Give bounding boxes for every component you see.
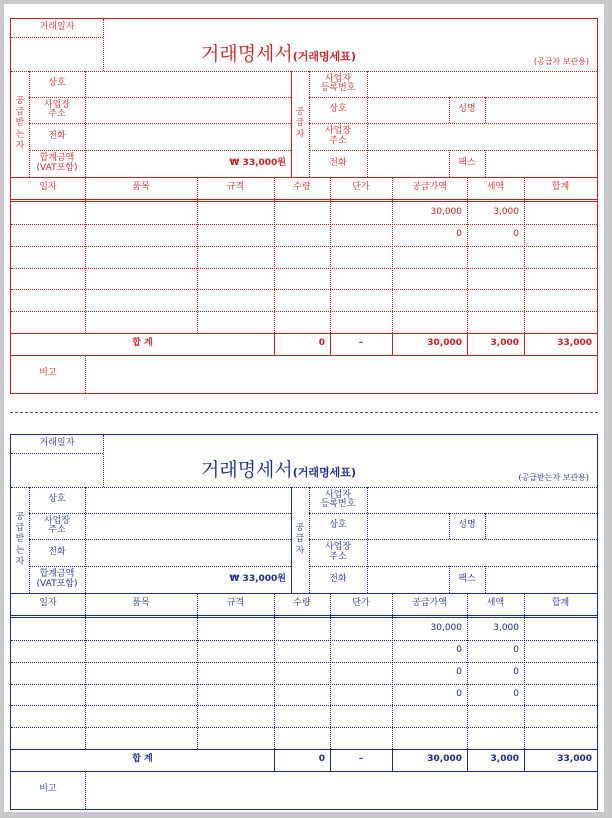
supplier-phone-value[interactable] (367, 566, 449, 593)
table-cell[interactable] (85, 224, 197, 246)
totals-unit: – (358, 338, 364, 349)
supplier-phone-label: 전화 (329, 157, 347, 168)
table-cell[interactable] (197, 618, 274, 640)
table-cell[interactable] (392, 246, 467, 268)
table-cell[interactable] (197, 727, 274, 749)
table-cell[interactable] (392, 705, 467, 727)
supplier-side-char: 급 (295, 534, 305, 545)
table-cell[interactable] (85, 662, 197, 684)
column-header: 수량 (293, 182, 311, 193)
supplier-company-label: 상호 (329, 520, 347, 531)
table-cell[interactable] (11, 268, 85, 289)
supplier-side-char: 자 (295, 545, 305, 556)
remarks-value[interactable] (85, 355, 597, 393)
rule-line (274, 593, 275, 749)
table-cell[interactable] (524, 202, 597, 224)
column-header: 단가 (352, 182, 370, 193)
rule-line (524, 749, 525, 771)
supplier-side-char: 공 (295, 523, 305, 534)
column-header: 세액 (486, 598, 505, 609)
trade-date-label: 거래일자 (39, 438, 75, 449)
table-cell[interactable] (524, 618, 597, 640)
table-cell[interactable] (524, 640, 597, 662)
recipient-side-char: 공 (15, 511, 25, 522)
table-cell[interactable] (11, 202, 85, 224)
table-cell[interactable] (197, 224, 274, 246)
recipient-phone-label: 전화 (48, 546, 66, 557)
recipient-phone-value[interactable] (85, 123, 291, 150)
table-cell[interactable] (524, 246, 597, 268)
remarks-label: 비고 (39, 784, 57, 795)
table-cell[interactable] (330, 202, 392, 224)
supplier-address-label: 사업장 주소 (324, 542, 352, 562)
total-amount-value: ₩ 33,000원 (229, 157, 286, 168)
rule-line (11, 246, 597, 247)
table-cell[interactable]: 3,000 (493, 623, 519, 634)
recipient-side-char: 자 (15, 556, 25, 567)
rule-line (11, 311, 597, 312)
table-cell[interactable] (330, 640, 392, 662)
supplier-fax-value[interactable] (485, 150, 597, 177)
supplier-phone-label: 전화 (329, 573, 347, 584)
column-header: 일자 (39, 598, 57, 609)
rule-line (85, 593, 86, 749)
rule-line (274, 177, 275, 333)
column-header: 일자 (39, 182, 57, 193)
table-cell[interactable] (197, 640, 274, 662)
recipient-address-value[interactable] (85, 513, 291, 539)
table-cell[interactable] (524, 684, 597, 705)
supplier-name-value[interactable] (485, 513, 597, 539)
table-cell[interactable] (524, 662, 597, 684)
table-cell[interactable]: 0 (456, 645, 462, 656)
table-cell[interactable] (330, 705, 392, 727)
rule-line (467, 333, 468, 355)
table-cell[interactable] (197, 684, 274, 705)
table-cell[interactable] (524, 268, 597, 289)
table-cell[interactable] (524, 289, 597, 311)
table-cell[interactable] (274, 727, 330, 749)
table-cell[interactable] (85, 311, 197, 333)
supplier-biz-no-label: 사업자 등록번호 (320, 489, 356, 509)
table-cell[interactable] (467, 246, 524, 268)
rule-line (11, 727, 597, 728)
table-cell[interactable] (524, 311, 597, 333)
supplier-company-label: 상호 (329, 104, 347, 115)
table-cell[interactable] (11, 727, 85, 749)
recipient-address-value[interactable] (85, 97, 291, 123)
table-cell[interactable] (524, 705, 597, 727)
table-cell[interactable] (11, 224, 85, 246)
remarks-value[interactable] (85, 771, 597, 809)
rule-line (467, 177, 468, 333)
table-cell[interactable] (197, 311, 274, 333)
rule-line (330, 177, 331, 333)
table-cell[interactable] (85, 727, 197, 749)
document-title-sub: (거래명세표) (292, 466, 356, 479)
rule-line (197, 177, 198, 333)
recipient-phone-value[interactable] (85, 539, 291, 566)
table-cell[interactable] (274, 618, 330, 640)
totals-supply: 30,000 (427, 754, 462, 765)
table-cell[interactable] (85, 705, 197, 727)
table-cell[interactable] (274, 640, 330, 662)
recipient-company-value[interactable] (85, 71, 291, 97)
invoice-form-recipient-copy (10, 434, 598, 810)
table-cell[interactable] (11, 705, 85, 727)
recipient-side-char: 는 (15, 129, 25, 140)
supplier-name-value[interactable] (485, 97, 597, 123)
rule-line (11, 662, 597, 663)
table-cell[interactable]: 0 (513, 229, 519, 240)
table-cell[interactable] (85, 684, 197, 705)
rule-line (197, 593, 198, 749)
table-cell[interactable] (85, 289, 197, 311)
table-cell[interactable] (392, 268, 467, 289)
table-cell[interactable]: 3,000 (493, 207, 519, 218)
totals-tax: 3,000 (490, 754, 519, 765)
rule-line (29, 513, 291, 514)
table-cell[interactable] (330, 727, 392, 749)
table-cell[interactable] (274, 662, 330, 684)
rule-line (29, 539, 291, 540)
column-header: 공급가액 (412, 598, 447, 609)
totals-qty: 0 (318, 754, 325, 765)
table-cell[interactable] (330, 618, 392, 640)
rule-line (274, 333, 275, 355)
recipient-side-char: 급 (15, 107, 25, 118)
table-cell[interactable] (330, 289, 392, 311)
trade-date-value[interactable] (11, 37, 103, 71)
supplier-phone-value[interactable] (367, 150, 449, 177)
rule-line (103, 19, 104, 71)
table-cell[interactable]: 0 (513, 645, 519, 656)
supplier-name-label: 성명 (458, 520, 476, 531)
table-cell[interactable] (85, 202, 197, 224)
table-cell[interactable]: 30,000 (430, 207, 462, 218)
totals-supply: 30,000 (427, 338, 462, 349)
table-cell[interactable] (274, 705, 330, 727)
document-title-main: 거래명세서 (201, 459, 293, 481)
invoice-form-supplier-copy (10, 18, 598, 394)
supplier-side-label (291, 487, 309, 593)
remarks-label: 비고 (39, 368, 57, 379)
table-cell[interactable] (197, 246, 274, 268)
document-title-sub: (거래명세표) (292, 50, 356, 63)
supplier-address-label: 사업장 주소 (324, 126, 352, 146)
rule-line (11, 684, 597, 685)
table-cell[interactable] (11, 618, 85, 640)
table-cell[interactable]: 0 (456, 229, 462, 240)
recipient-company-value[interactable] (85, 487, 291, 513)
table-cell[interactable] (11, 640, 85, 662)
rule-line (11, 705, 597, 706)
column-header: 합계 (551, 598, 570, 609)
column-header: 규격 (226, 182, 245, 193)
table-cell[interactable] (330, 268, 392, 289)
rule-line (392, 593, 393, 749)
rule-line (11, 224, 597, 225)
column-header: 규격 (226, 598, 245, 609)
supplier-address-value[interactable] (367, 123, 597, 150)
recipient-address-label: 사업장 주소 (43, 99, 71, 119)
table-cell[interactable] (197, 705, 274, 727)
column-header: 공급가액 (412, 182, 447, 193)
recipient-side-char: 급 (15, 523, 25, 534)
rule-line (467, 593, 468, 749)
totals-sum: 33,000 (557, 338, 592, 349)
trade-date-label: 거래일자 (39, 22, 75, 33)
rule-line (524, 333, 525, 355)
supplier-biz-no-value[interactable] (367, 71, 597, 97)
table-cell[interactable] (197, 268, 274, 289)
total-amount-value: ₩ 33,000원 (229, 573, 286, 584)
table-cell[interactable] (330, 224, 392, 246)
table-cell[interactable] (330, 311, 392, 333)
table-cell[interactable] (197, 662, 274, 684)
table-cell[interactable] (274, 311, 330, 333)
table-cell[interactable] (11, 662, 85, 684)
rule-line (29, 97, 291, 98)
rule-line (11, 268, 597, 269)
supplier-side-char: 급 (295, 118, 305, 129)
recipient-side-char: 공 (15, 95, 25, 106)
totals-unit: – (358, 754, 364, 765)
table-cell[interactable] (11, 684, 85, 705)
table-cell[interactable] (11, 311, 85, 333)
recipient-phone-label: 전화 (48, 130, 66, 141)
copy-type-label: (공급자 보관용) (533, 57, 589, 66)
table-cell[interactable] (85, 268, 197, 289)
table-cell[interactable] (467, 289, 524, 311)
recipient-side-label (11, 487, 29, 593)
rule-line (392, 749, 393, 771)
table-cell[interactable] (467, 311, 524, 333)
column-header: 수량 (293, 598, 311, 609)
table-cell[interactable] (392, 289, 467, 311)
rule-line (85, 177, 86, 333)
document-title-main: 거래명세서 (201, 43, 293, 65)
column-header: 단가 (352, 598, 370, 609)
recipient-company-label: 상호 (48, 78, 66, 89)
totals-tax: 3,000 (490, 338, 519, 349)
table-cell[interactable] (392, 727, 467, 749)
rule-line (11, 37, 103, 38)
trade-date-value[interactable] (11, 453, 103, 487)
totals-row-label: 합 계 (132, 754, 153, 765)
totals-sum: 33,000 (557, 754, 592, 765)
table-cell[interactable] (197, 202, 274, 224)
recipient-total-amount-label: 합계금액 (VAT포함) (36, 153, 78, 173)
table-cell[interactable] (85, 246, 197, 268)
supplier-address-value[interactable] (367, 539, 597, 566)
column-header: 합계 (551, 182, 570, 193)
table-cell[interactable] (274, 224, 330, 246)
cut-line (10, 412, 598, 413)
rule-line (274, 749, 275, 771)
supplier-biz-no-label: 사업자 등록번호 (320, 73, 356, 93)
recipient-company-label: 상호 (48, 494, 66, 505)
table-cell[interactable] (274, 202, 330, 224)
table-cell[interactable] (197, 289, 274, 311)
supplier-company-value[interactable] (367, 513, 449, 539)
table-cell[interactable]: 0 (513, 667, 519, 678)
recipient-side-char: 는 (15, 545, 25, 556)
recipient-total-amount-label: 합계금액 (VAT포함) (36, 569, 78, 589)
table-cell[interactable]: 0 (513, 688, 519, 699)
rule-line (392, 333, 393, 355)
table-cell[interactable] (11, 246, 85, 268)
supplier-fax-label: 팩스 (458, 573, 476, 584)
table-cell[interactable] (330, 684, 392, 705)
supplier-biz-no-value[interactable] (367, 487, 597, 513)
document-sheet (4, 4, 604, 812)
column-header: 품목 (132, 182, 150, 193)
rule-line (392, 177, 393, 333)
supplier-fax-label: 팩스 (458, 157, 476, 168)
table-cell[interactable] (11, 289, 85, 311)
table-cell[interactable] (330, 246, 392, 268)
copy-type-label: (공급받는자 보관용) (518, 473, 589, 482)
table-cell[interactable] (85, 618, 197, 640)
rule-line (330, 593, 331, 749)
table-cell[interactable] (274, 684, 330, 705)
rule-line (524, 177, 525, 333)
table-cell[interactable] (85, 640, 197, 662)
supplier-side-char: 공 (295, 107, 305, 118)
table-cell[interactable] (330, 662, 392, 684)
table-cell[interactable] (274, 246, 330, 268)
rule-line (29, 123, 291, 124)
column-header: 품목 (132, 598, 150, 609)
table-cell[interactable]: 30,000 (430, 623, 462, 634)
document-title (201, 455, 356, 482)
rule-line (330, 333, 331, 355)
rule-line (524, 593, 525, 749)
table-cell[interactable] (524, 727, 597, 749)
recipient-address-label: 사업장 주소 (43, 515, 71, 535)
supplier-side-char: 자 (295, 129, 305, 140)
document-title (201, 39, 356, 66)
rule-line (103, 435, 104, 487)
table-cell[interactable] (392, 311, 467, 333)
totals-qty: 0 (318, 338, 325, 349)
supplier-fax-value[interactable] (485, 566, 597, 593)
rule-line (467, 749, 468, 771)
supplier-name-label: 성명 (458, 104, 476, 115)
table-cell[interactable] (467, 727, 524, 749)
recipient-side-char: 받 (15, 118, 25, 129)
supplier-company-value[interactable] (367, 97, 449, 123)
column-header: 세액 (486, 182, 505, 193)
table-cell[interactable] (524, 224, 597, 246)
table-cell[interactable] (274, 268, 330, 289)
totals-row-label: 합 계 (132, 338, 153, 349)
supplier-side-label (291, 71, 309, 177)
table-cell[interactable] (467, 268, 524, 289)
table-cell[interactable]: 0 (456, 688, 462, 699)
rule-line (11, 640, 597, 641)
rule-line (330, 749, 331, 771)
recipient-side-char: 자 (15, 140, 25, 151)
recipient-side-label (11, 71, 29, 177)
rule-line (11, 453, 103, 454)
recipient-side-char: 받 (15, 534, 25, 545)
table-cell[interactable]: 0 (456, 667, 462, 678)
rule-line (11, 289, 597, 290)
table-cell[interactable] (274, 289, 330, 311)
table-cell[interactable] (467, 705, 524, 727)
